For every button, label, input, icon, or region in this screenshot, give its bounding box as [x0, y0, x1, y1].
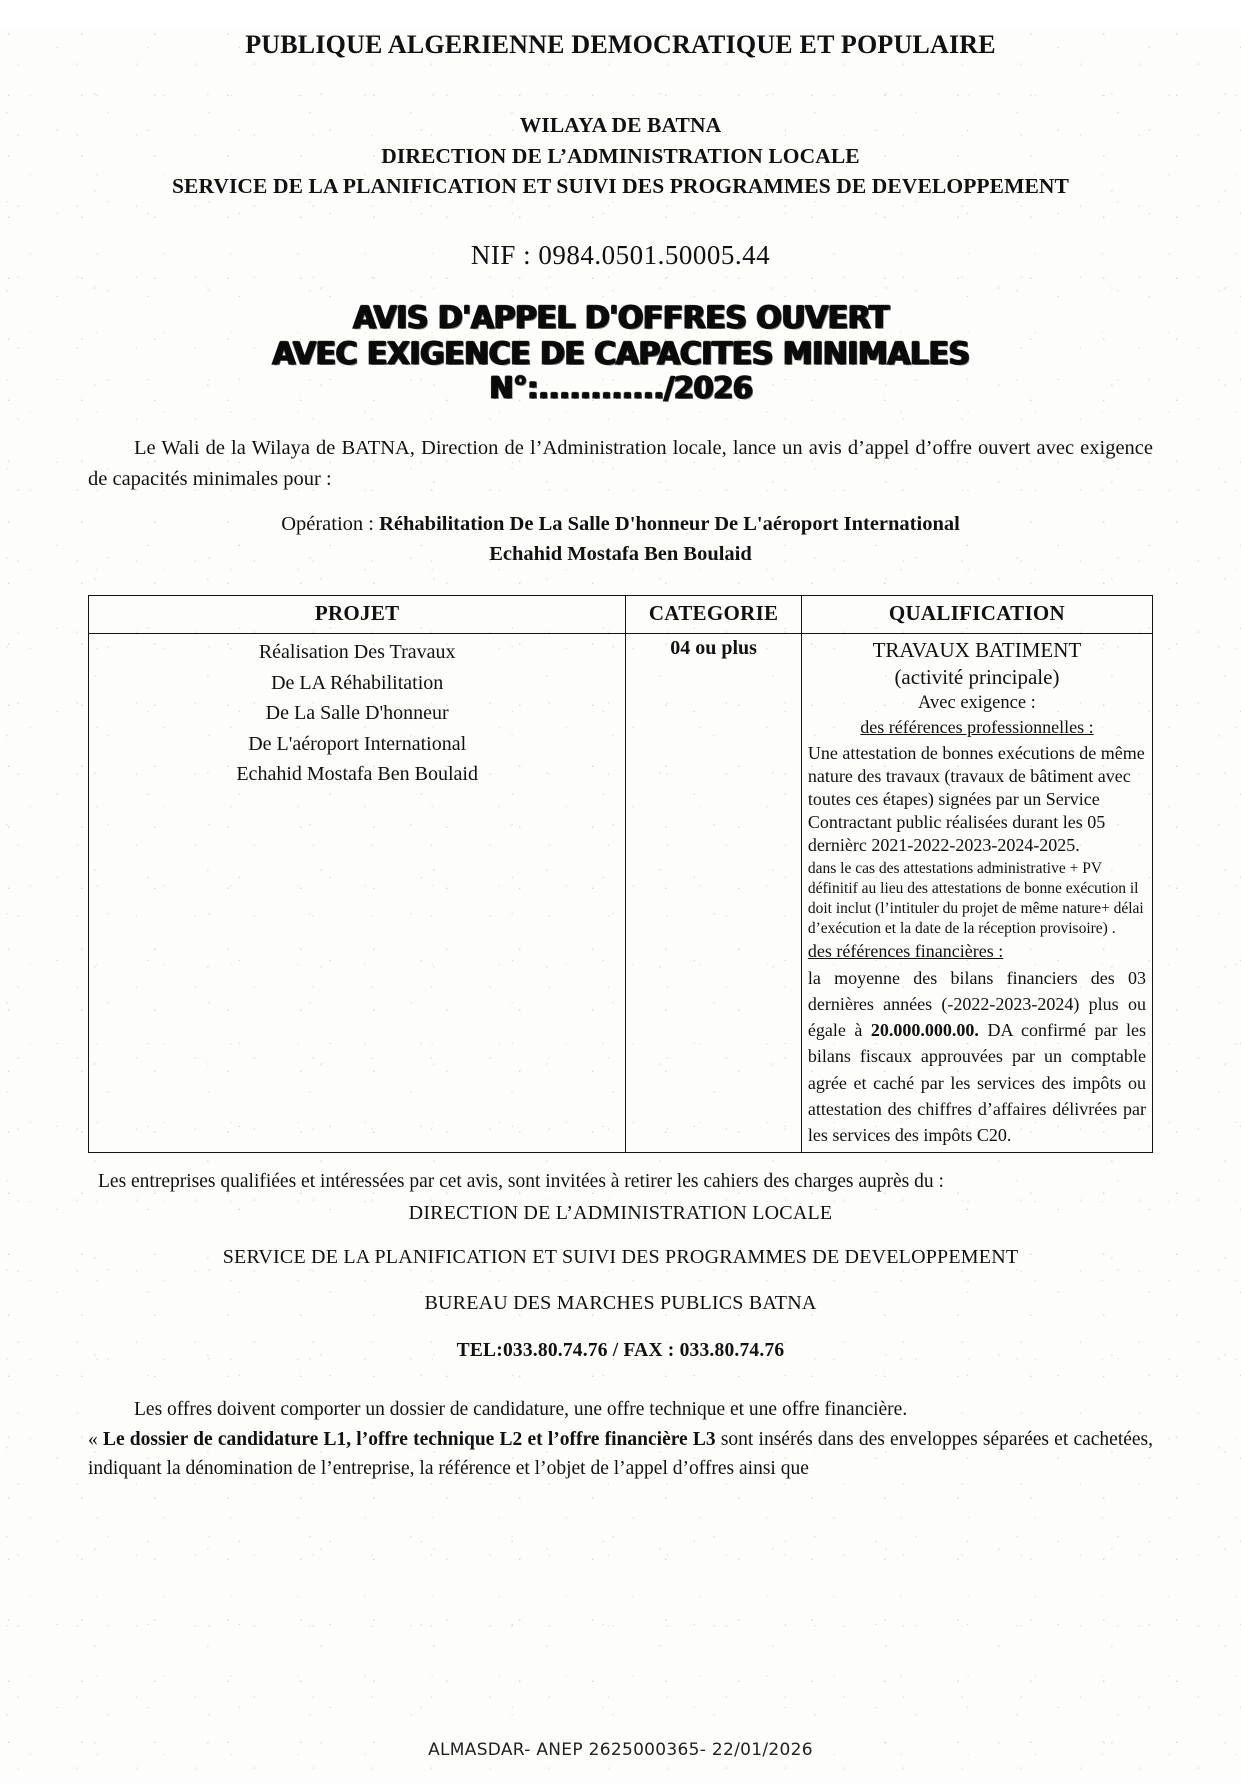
page-title: PUBLIQUE ALGERIENNE DEMOCRATIQUE ET POPULAIRE	[245, 30, 996, 59]
withdrawal-address-line-2: SERVICE DE LA PLANIFICATION ET SUIVI DES PROGRAMMES DE DEVELOPPEMENT	[222, 1245, 1019, 1268]
closing-rest: sont insérés dans des enveloppes séparées et cachetées, indiquant la dénomination de l’entreprise, la référence et l’objet de l’appel d’offres ainsi que	[88, 1428, 1154, 1480]
qualification-financial-heading: des références financières :	[807, 941, 1004, 962]
operation-block	[88, 510, 1153, 569]
headline-reference-number: N°:............/2026	[488, 371, 753, 407]
projet-line: Echahid Mostafa Ben Boulaid	[236, 762, 478, 785]
wilaya-line: WILAYA DE BATNA	[519, 113, 722, 137]
qualification-professional-body: Une attestation de bonnes exécutions de même nature des travaux (travaux de bâtiment avec toutes ces étapes) signées par un Service Contractant public réalisées durant les 05 dernièrc 2021-2022-2023-2024-2025.	[807, 742, 1145, 855]
financial-text-part-1: la moyenne des bilans financiers des 03 dernières années (-2022-2023-2024) plus ou égale à	[807, 967, 1146, 1041]
qualification-activity-title: TRAVAUX BATIMENT	[872, 638, 1082, 663]
operation-title-line-2: Echahid Mostafa Ben Boulaid	[489, 542, 752, 565]
cell-projet	[89, 634, 626, 1152]
projet-line: De LA Réhabilitation	[271, 671, 444, 694]
operation-title-line-1: Réhabilitation De La Salle D'honneur De L'aéroport International	[379, 512, 960, 535]
withdrawal-address-line-1: DIRECTION DE L’ADMINISTRATION LOCALE	[408, 1201, 833, 1224]
nif-number: NIF : 0984.0501.50005.44	[470, 239, 771, 270]
service-line: SERVICE DE LA PLANIFICATION ET SUIVI DES PROGRAMMES DE DEVELOPPEMENT	[171, 174, 1070, 199]
qualification-professional-heading: des références professionnelles :	[860, 717, 1094, 738]
closing-bold-part: Le dossier de candidature L1, l’offre technique L2 et l’offre financière L3	[102, 1428, 716, 1450]
notice-headline	[88, 301, 1153, 408]
table-header-row	[89, 596, 1153, 634]
qualification-professional-note: dans le cas des attestations administrative + PV définitif au lieu des attestations de bonne exécution il doit inclut (l’intituler du projet de même nature+ délai d’exécution et la date de la réception provisoire) .	[807, 859, 1144, 938]
headline-line-2: AVEC EXIGENCE DE CAPACITES MINIMALES	[271, 335, 970, 372]
closing-line-2	[88, 1425, 1153, 1484]
projet-line: De La Salle D'honneur	[265, 702, 449, 725]
projet-line: Réalisation Des Travaux	[258, 641, 456, 664]
headline-line-1: AVIS D'APPEL D'OFFRES OUVERT	[352, 299, 889, 336]
qualification-activity-subtitle: (activité principale)	[894, 665, 1060, 690]
anep-footer: ALMASDAR- ANEP 2625000365- 22/01/2026	[428, 1740, 813, 1760]
closing-line-1: Les offres doivent comporter un dossier de candidature, une offre technique et une offre financière.	[134, 1399, 908, 1420]
qualification-financial-body	[808, 965, 1146, 1149]
cell-qualification	[801, 634, 1152, 1152]
qualification-requirement-label: Avec exigence :	[918, 693, 1036, 714]
cell-categorie: 04 ou plus	[626, 634, 802, 1152]
intro-paragraph: Le Wali de la Wilaya de BATNA, Direction de l’Administration locale, lance un avis d’appel d’offre ouvert avec exigence de capacités minimales pour :	[88, 437, 1153, 490]
organization-block	[88, 110, 1153, 202]
column-header-qualification: QUALIFICATION	[801, 596, 1152, 634]
withdrawal-address-line-3: BUREAU DES MARCHES PUBLICS BATNA	[424, 1291, 817, 1314]
withdrawal-block	[88, 1167, 1153, 1366]
document-content	[0, 30, 1241, 1484]
contact-phone-fax: TEL:033.80.74.76 / FAX : 033.80.74.76	[456, 1339, 785, 1361]
operation-label: Opération :	[281, 512, 380, 535]
column-header-projet: PROJET	[89, 596, 626, 634]
column-header-categorie: CATEGORIE	[626, 596, 802, 634]
direction-line: DIRECTION DE L’ADMINISTRATION LOCALE	[381, 143, 860, 168]
closing-block	[88, 1395, 1153, 1484]
financial-text-part-2: DA confirmé par les bilans fiscaux approuvées par un comptable agrée et caché par les services des impôts ou attestation des chiffres d’affaires délivrées par les services des impôts C20.	[807, 1020, 1146, 1146]
quote-open: «	[88, 1428, 103, 1450]
financial-amount: 20.000.000.00.	[870, 1020, 979, 1041]
tender-table	[88, 595, 1153, 1152]
table-row	[89, 634, 1153, 1152]
projet-line: De L'aéroport International	[248, 732, 467, 755]
withdrawal-lead: Les entreprises qualifiées et intéressées par cet avis, sont invitées à retirer les cahiers des charges auprès du :	[98, 1170, 944, 1192]
